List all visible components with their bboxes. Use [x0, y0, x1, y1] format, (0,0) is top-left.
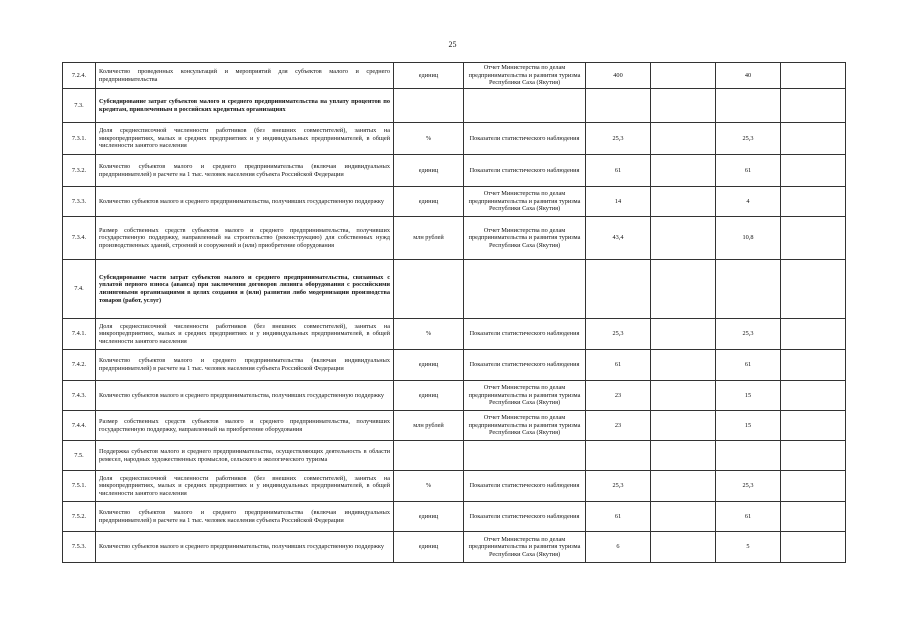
- row-source: Показатели статистического наблюдения: [464, 350, 586, 381]
- row-name: Размер собственных средств субъектов малого и среднего предпринимательства, получивших государственную поддержку, направленный на приобретение оборудования: [96, 411, 394, 441]
- row-code: 7.2.4.: [63, 63, 96, 89]
- row-value-1: 25,3: [586, 471, 651, 502]
- row-value-3: [716, 89, 781, 123]
- row-value-1: [586, 89, 651, 123]
- row-value-4: [781, 350, 846, 381]
- table-row: [63, 532, 846, 563]
- row-value-4: [781, 319, 846, 350]
- row-value-4: [781, 532, 846, 563]
- row-value-4: [781, 89, 846, 123]
- row-source: Отчет Министерства по делам предпринимательства и развития туризма Республики Саха (Якутия): [464, 411, 586, 441]
- row-name: Количество субъектов малого и среднего предпринимательства (включая индивидуальных предпринимателей) в расчете на 1 тыс. человек населения субъекта Российской Федерации: [96, 502, 394, 532]
- row-name: Доля среднесписочной численности работников (без внешних совместителей), занятых на микропредприятиях, малых и средних предприятиях и у индивидуальных предпринимателей, в общей численности занятого населения: [96, 319, 394, 350]
- row-name: Субсидирование затрат субъектов малого и среднего предпринимательства на уплату процентов по кредитам, привлеченным в российских кредитных организациях: [96, 89, 394, 123]
- row-unit: единиц: [394, 502, 464, 532]
- row-value-3: 61: [716, 502, 781, 532]
- row-value-2: [651, 123, 716, 155]
- table-row: [63, 89, 846, 123]
- row-value-4: [781, 502, 846, 532]
- row-unit: %: [394, 319, 464, 350]
- row-value-2: [651, 532, 716, 563]
- row-value-1: 6: [586, 532, 651, 563]
- table-row: [63, 502, 846, 532]
- row-value-1: 43,4: [586, 217, 651, 260]
- row-source: Показатели статистического наблюдения: [464, 502, 586, 532]
- table-row: [63, 381, 846, 411]
- row-value-2: [651, 411, 716, 441]
- row-name: Размер собственных средств субъектов малого и среднего предпринимательства, получивших государственную поддержку, направленный на строительство (реконструкцию) для собственных нужд производственных зданий, строений и сооружений и (или) приобретение оборудования: [96, 217, 394, 260]
- row-value-2: [651, 63, 716, 89]
- row-value-4: [781, 187, 846, 217]
- row-value-2: [651, 502, 716, 532]
- table-row: [63, 411, 846, 441]
- row-source: Отчет Министерства по делам предпринимательства и развития туризма Республики Саха (Якутия): [464, 381, 586, 411]
- row-value-3: 15: [716, 381, 781, 411]
- indicators-table: [62, 62, 846, 563]
- table-row: [63, 441, 846, 471]
- row-unit: [394, 441, 464, 471]
- row-source: Показатели статистического наблюдения: [464, 471, 586, 502]
- table-row: [63, 123, 846, 155]
- row-value-2: [651, 89, 716, 123]
- row-value-1: 23: [586, 381, 651, 411]
- row-unit: единиц: [394, 187, 464, 217]
- row-source: Показатели статистического наблюдения: [464, 155, 586, 187]
- row-value-2: [651, 187, 716, 217]
- row-value-3: [716, 441, 781, 471]
- row-source: [464, 89, 586, 123]
- row-code: 7.4.3.: [63, 381, 96, 411]
- row-value-1: 61: [586, 350, 651, 381]
- row-value-3: 10,8: [716, 217, 781, 260]
- row-value-3: 4: [716, 187, 781, 217]
- row-unit: млн рублей: [394, 411, 464, 441]
- row-source: [464, 260, 586, 319]
- row-unit: %: [394, 471, 464, 502]
- row-unit: %: [394, 123, 464, 155]
- row-code: 7.5.2.: [63, 502, 96, 532]
- row-value-3: 5: [716, 532, 781, 563]
- row-value-3: 25,3: [716, 319, 781, 350]
- row-code: 7.5.: [63, 441, 96, 471]
- table-row: [63, 187, 846, 217]
- row-code: 7.4.2.: [63, 350, 96, 381]
- row-name: Доля среднесписочной численности работников (без внешних совместителей), занятых на микропредприятиях, малых и средних предприятиях и у индивидуальных предпринимателей, в общей численности занятого населения: [96, 471, 394, 502]
- row-value-1: [586, 260, 651, 319]
- row-unit: единиц: [394, 155, 464, 187]
- table-row: [63, 350, 846, 381]
- row-value-1: 400: [586, 63, 651, 89]
- row-name: Доля среднесписочной численности работников (без внешних совместителей), занятых на микропредприятиях, малых и средних предприятиях и у индивидуальных предпринимателей, в общей численности занятого населения: [96, 123, 394, 155]
- row-name: Количество субъектов малого и среднего предпринимательства (включая индивидуальных предпринимателей) в расчете на 1 тыс. человек населения субъекта Российской Федерации: [96, 350, 394, 381]
- row-value-2: [651, 155, 716, 187]
- table-row: [63, 217, 846, 260]
- row-value-1: [586, 441, 651, 471]
- row-value-4: [781, 441, 846, 471]
- table-row: [63, 471, 846, 502]
- row-unit: единиц: [394, 350, 464, 381]
- row-code: 7.5.1.: [63, 471, 96, 502]
- row-name: Количество проведенных консультаций и мероприятий для субъектов малого и среднего предпринимательства: [96, 63, 394, 89]
- table-row: [63, 155, 846, 187]
- row-code: 7.3.3.: [63, 187, 96, 217]
- row-unit: единиц: [394, 532, 464, 563]
- row-code: 7.3.2.: [63, 155, 96, 187]
- row-source: Отчет Министерства по делам предпринимательства и развития туризма Республики Саха (Якутия): [464, 532, 586, 563]
- table-row: [63, 63, 846, 89]
- row-value-4: [781, 260, 846, 319]
- row-value-1: 61: [586, 502, 651, 532]
- row-value-4: [781, 123, 846, 155]
- row-source: Показатели статистического наблюдения: [464, 319, 586, 350]
- page-number: 25: [448, 40, 457, 49]
- row-source: Отчет Министерства по делам предпринимательства и развития туризма Республики Саха (Якутия): [464, 63, 586, 89]
- row-value-4: [781, 471, 846, 502]
- row-value-4: [781, 63, 846, 89]
- row-unit: [394, 89, 464, 123]
- row-unit: единиц: [394, 63, 464, 89]
- row-code: 7.5.3.: [63, 532, 96, 563]
- row-name: Количество субъектов малого и среднего предпринимательства, получивших государственную поддержку: [96, 187, 394, 217]
- row-source: Отчет Министерства по делам предпринимательства и развития туризма Республики Саха (Якутия): [464, 187, 586, 217]
- row-source: Отчет Министерства по делам предпринимательства и развития туризма Республики Саха (Якутия): [464, 217, 586, 260]
- row-code: 7.3.4.: [63, 217, 96, 260]
- row-name: Количество субъектов малого и среднего предпринимательства, получивших государственную поддержку: [96, 532, 394, 563]
- row-unit: единиц: [394, 381, 464, 411]
- row-value-3: 25,3: [716, 471, 781, 502]
- row-value-2: [651, 441, 716, 471]
- row-code: 7.4.: [63, 260, 96, 319]
- row-value-3: 40: [716, 63, 781, 89]
- table-row: [63, 260, 846, 319]
- row-source: Показатели статистического наблюдения: [464, 123, 586, 155]
- row-value-2: [651, 217, 716, 260]
- row-name: Количество субъектов малого и среднего предпринимательства, получивших государственную поддержку: [96, 381, 394, 411]
- row-value-3: 15: [716, 411, 781, 441]
- row-value-2: [651, 350, 716, 381]
- row-name: Субсидирование части затрат субъектов малого и среднего предпринимательства, связанных с уплатой первого взноса (аванса) при заключении договоров лизинга оборудования с российскими лизинговыми организациями в целях создания и (или) развития либо модернизации производства товаров (работ, услуг): [96, 260, 394, 319]
- row-code: 7.3.1.: [63, 123, 96, 155]
- row-value-4: [781, 217, 846, 260]
- row-value-1: 61: [586, 155, 651, 187]
- row-value-1: 23: [586, 411, 651, 441]
- row-value-2: [651, 471, 716, 502]
- row-code: 7.4.4.: [63, 411, 96, 441]
- row-value-1: 25,3: [586, 319, 651, 350]
- row-value-4: [781, 155, 846, 187]
- row-code: 7.4.1.: [63, 319, 96, 350]
- row-source: [464, 441, 586, 471]
- row-value-2: [651, 260, 716, 319]
- row-value-1: 14: [586, 187, 651, 217]
- row-value-1: 25,3: [586, 123, 651, 155]
- row-code: 7.3.: [63, 89, 96, 123]
- row-unit: [394, 260, 464, 319]
- table-row: [63, 319, 846, 350]
- row-value-2: [651, 319, 716, 350]
- row-value-4: [781, 411, 846, 441]
- row-value-2: [651, 381, 716, 411]
- row-name: Поддержка субъектов малого и среднего предпринимательства, осуществляющих деятельность в области ремесел, народных художественных промыслов, сельского и экологического туризма: [96, 441, 394, 471]
- row-unit: млн рублей: [394, 217, 464, 260]
- row-value-3: 25,3: [716, 123, 781, 155]
- row-value-4: [781, 381, 846, 411]
- row-value-3: 61: [716, 155, 781, 187]
- row-value-3: 61: [716, 350, 781, 381]
- row-value-3: [716, 260, 781, 319]
- row-name: Количество субъектов малого и среднего предпринимательства (включая индивидуальных предпринимателей) в расчете на 1 тыс. человек населения субъекта Российской Федерации: [96, 155, 394, 187]
